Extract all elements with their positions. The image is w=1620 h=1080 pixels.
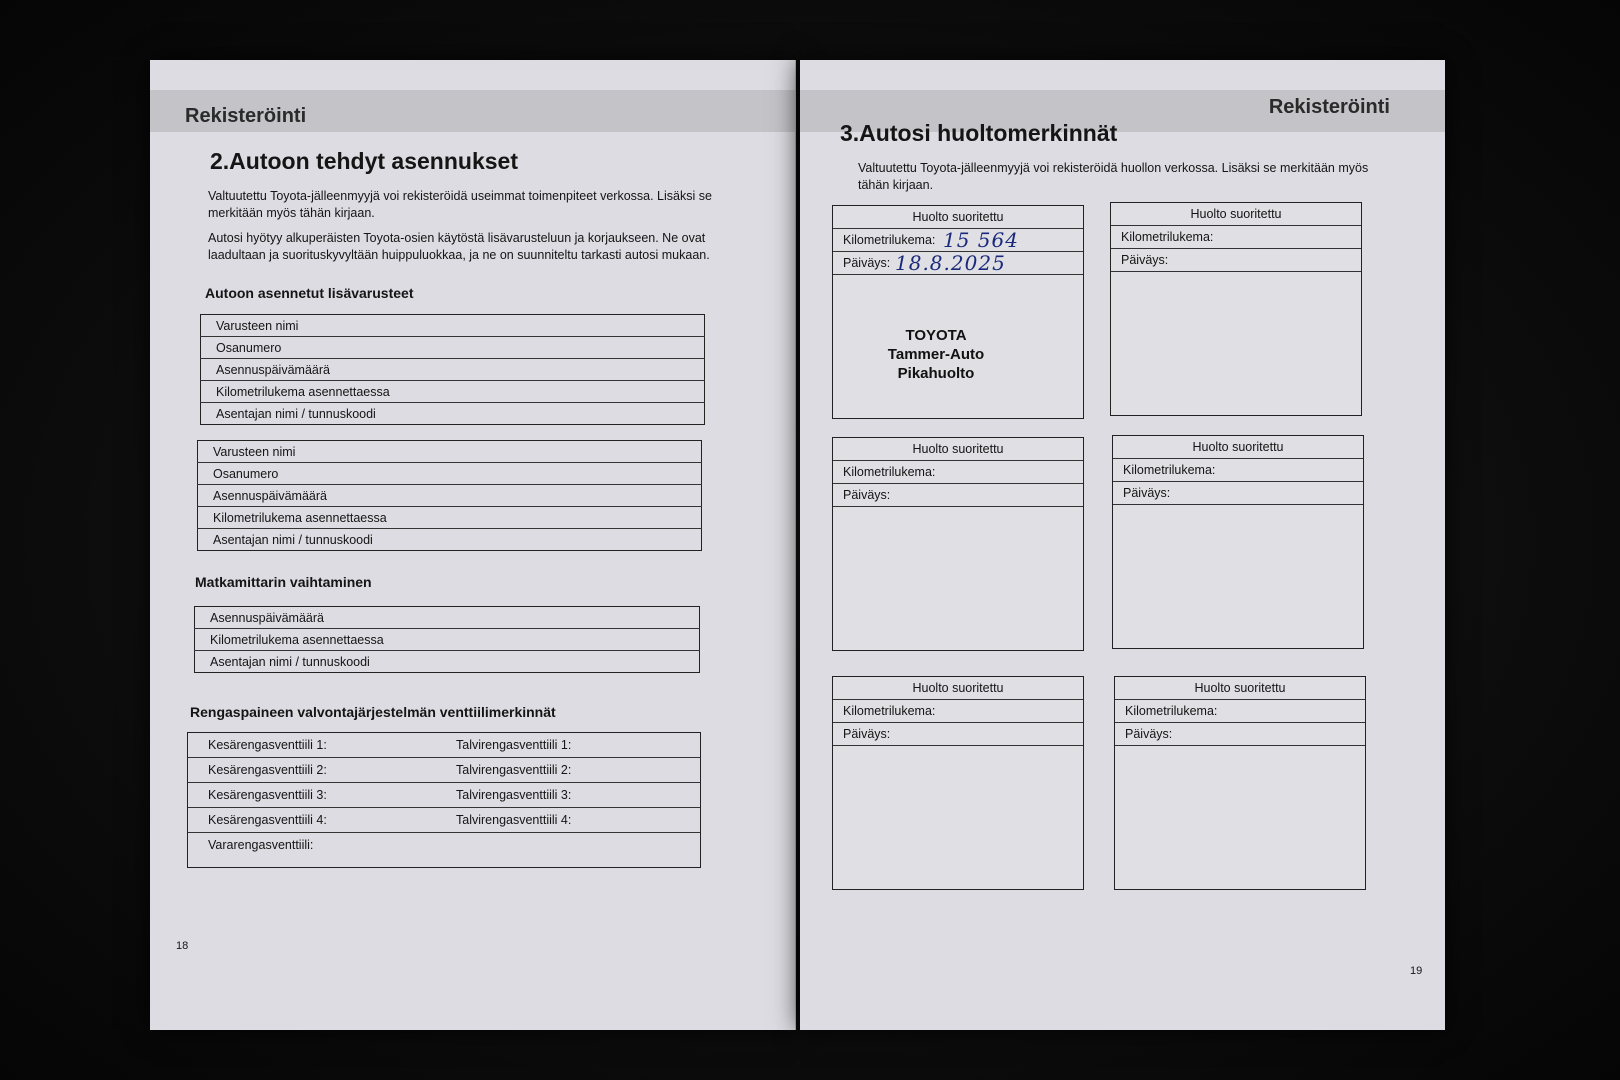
winter-valve-column bbox=[438, 733, 700, 833]
valve-field: Vararengasventtiili: bbox=[208, 838, 314, 852]
valve-field: Talvirengasventtiili 2: bbox=[438, 758, 700, 783]
date-row bbox=[1111, 249, 1361, 272]
km-label: Kilometrilukema: bbox=[843, 465, 936, 479]
field-label: Asentajan nimi / tunnuskoodi bbox=[195, 651, 700, 673]
service-record-box-3 bbox=[832, 437, 1084, 651]
table-row bbox=[195, 629, 700, 651]
date-row bbox=[1115, 723, 1365, 746]
page-number: 18 bbox=[176, 940, 189, 952]
table-row bbox=[198, 507, 702, 529]
intro-paragraph-2: Autosi hyötyy alkuperäisten Toyota-osien käytöstä lisävarusteluun ja korjaukseen. Ne ovat laadultaan ja suorituskyvyltään huippuluokkaa, ja ne on suunniteltu tarkasti autosi mukaan. bbox=[208, 231, 710, 262]
handwritten-km: 15 564 bbox=[943, 228, 1019, 252]
table-row bbox=[198, 463, 702, 485]
box-header: Huolto suoritettu bbox=[833, 438, 1083, 461]
box-header: Huolto suoritettu bbox=[833, 677, 1083, 700]
valve-field: Talvirengasventtiili 1: bbox=[438, 733, 700, 758]
field-label: Kilometrilukema asennettaessa bbox=[201, 381, 705, 403]
table-row bbox=[201, 337, 705, 359]
date-label: Päiväys: bbox=[1123, 486, 1171, 500]
table-row bbox=[201, 381, 705, 403]
date-label: Päiväys: bbox=[1121, 253, 1169, 267]
field-label: Asennuspäivämäärä bbox=[210, 610, 324, 625]
date-label: Päiväys: bbox=[843, 727, 891, 741]
km-label: Kilometrilukema: bbox=[1125, 704, 1218, 718]
dealer-stamp bbox=[881, 326, 991, 383]
km-label: Kilometrilukema: bbox=[843, 704, 936, 718]
date-row bbox=[833, 723, 1083, 746]
km-row bbox=[833, 700, 1083, 723]
km-label: Kilometrilukema: bbox=[1123, 463, 1216, 477]
table-row bbox=[198, 441, 702, 463]
table-row bbox=[198, 485, 702, 507]
field-label: Varusteen nimi bbox=[213, 444, 296, 459]
valve-field: Kesärengasventtiili 3: bbox=[188, 783, 438, 808]
field-label: Varusteen nimi bbox=[216, 318, 299, 333]
odometer-heading: Matkamittarin vaihtaminen bbox=[195, 574, 372, 590]
field-label: Asentajan nimi / tunnuskoodi bbox=[201, 403, 705, 425]
service-record-box-2 bbox=[1110, 202, 1362, 416]
table-row bbox=[201, 403, 705, 425]
km-label: Kilometrilukema: bbox=[1121, 230, 1214, 244]
page-title: 2.Autoon tehdyt asennukset bbox=[210, 148, 518, 174]
km-row bbox=[1115, 700, 1365, 723]
valve-field: Kesärengasventtiili 4: bbox=[188, 808, 438, 833]
intro-paragraph: Valtuutettu Toyota-jälleenmyyjä voi rekisteröidä huollon verkossa. Lisäksi se merkitään myös tähän kirjaan. bbox=[858, 161, 1369, 192]
page-title: 3.Autosi huoltomerkinnät bbox=[840, 120, 1118, 146]
box-header: Huolto suoritettu bbox=[1115, 677, 1365, 700]
field-label: Osanumero bbox=[198, 463, 702, 485]
valve-form bbox=[187, 732, 701, 868]
service-record-box-1 bbox=[832, 205, 1084, 419]
left-page bbox=[150, 60, 796, 1030]
date-label: Päiväys: bbox=[1125, 727, 1173, 741]
field-label: Kilometrilukema asennettaessa bbox=[198, 507, 702, 529]
service-record-box-5 bbox=[832, 676, 1084, 890]
valve-field: Talvirengasventtiili 4: bbox=[438, 808, 700, 833]
service-record-box-6 bbox=[1114, 676, 1366, 890]
section-band: Rekisteröinti bbox=[800, 90, 1445, 132]
summer-valve-column bbox=[188, 733, 438, 857]
field-label: Asennuspäivämäärä bbox=[198, 485, 702, 507]
date-row bbox=[833, 252, 1083, 275]
field-label: Kilometrilukema asennettaessa bbox=[195, 629, 700, 651]
field-label: Osanumero bbox=[201, 337, 705, 359]
intro-paragraph-1: Valtuutettu Toyota-jälleenmyyjä voi rekisteröidä useimmat toimenpiteet verkossa. Lisäksi se merkitään myös tähän kirjaan. bbox=[208, 189, 712, 220]
km-row bbox=[833, 461, 1083, 484]
valve-heading: Rengaspaineen valvontajärjestelmän venttiilimerkinnät bbox=[190, 704, 556, 720]
km-row bbox=[1111, 226, 1361, 249]
handwritten-date: 18.8.2025 bbox=[895, 251, 1006, 275]
accessory-form-1 bbox=[200, 314, 705, 425]
service-booklet bbox=[150, 40, 1490, 1040]
table-row bbox=[201, 359, 705, 381]
field-label: Asennuspäivämäärä bbox=[201, 359, 705, 381]
valve-field: Kesärengasventtiili 2: bbox=[188, 758, 438, 783]
valve-field: Talvirengasventtiili 3: bbox=[438, 783, 700, 808]
page-number: 19 bbox=[1410, 965, 1423, 977]
date-label: Päiväys: bbox=[843, 488, 891, 502]
date-row bbox=[1113, 482, 1363, 505]
box-header: Huolto suoritettu bbox=[833, 206, 1083, 229]
valve-field: Kesärengasventtiili 1: bbox=[188, 733, 438, 758]
box-header: Huolto suoritettu bbox=[1113, 436, 1363, 459]
table-row bbox=[195, 607, 700, 629]
odometer-form bbox=[194, 606, 700, 673]
table-row bbox=[195, 651, 700, 673]
km-row bbox=[833, 229, 1083, 252]
km-label: Kilometrilukema: bbox=[843, 233, 936, 247]
accessories-heading: Autoon asennetut lisävarusteet bbox=[205, 285, 414, 301]
date-label: Päiväys: bbox=[843, 256, 891, 270]
table-row bbox=[201, 315, 705, 337]
right-page bbox=[800, 60, 1445, 1030]
section-band: Rekisteröinti bbox=[150, 90, 795, 132]
stamp-line: Tammer-Auto bbox=[887, 346, 985, 363]
km-row bbox=[1113, 459, 1363, 482]
table-row bbox=[198, 529, 702, 551]
service-record-box-4 bbox=[1112, 435, 1364, 649]
field-label: Asentajan nimi / tunnuskoodi bbox=[198, 529, 702, 551]
accessory-form-2 bbox=[197, 440, 702, 551]
box-header: Huolto suoritettu bbox=[1111, 203, 1361, 226]
stamp-line: TOYOTA bbox=[905, 327, 967, 344]
date-row bbox=[833, 484, 1083, 507]
stamp-line: Pikahuolto bbox=[897, 365, 975, 382]
